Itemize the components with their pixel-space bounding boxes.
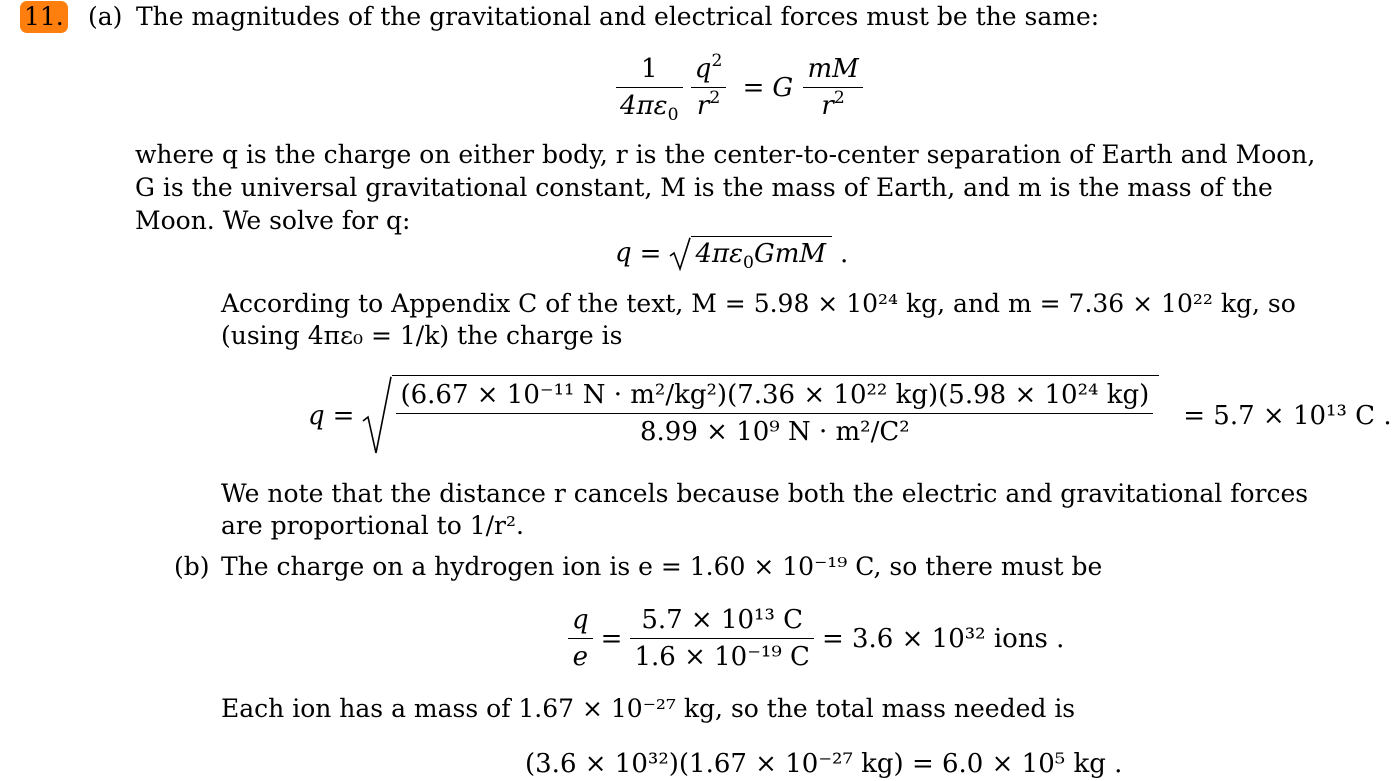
equation-charge-numeric: q = $\frac{\text{(6.67 × 10⁻¹¹ N · m²/kg²)(7.36 × 10²² kg)(5.98 × 10²⁴ kg)}}{\text{8.99 × 10⁹ N · m²/C²}}$ = 5.7 × 10¹³ C . <box>308 375 1400 457</box>
coulomb-coefficient-fraction <box>616 54 683 126</box>
problem-number-badge: 11. <box>20 1 68 33</box>
square-root: $4\pi\varepsilon_0GmM$ <box>669 236 832 272</box>
mass-product-fraction: $\frac{mM}{r^2}$ <box>803 54 862 121</box>
part-b-intro: The charge on a hydrogen ion is e = 1.60 × 10⁻¹⁹ C, so there must be <box>221 552 1103 581</box>
q-over-r-fraction: $\frac{q^2}{r^2}$ <box>691 54 727 121</box>
fraction-numerator: 1 <box>616 54 683 88</box>
variable-definitions-paragraph: where q is the charge on either body, r is the center-to-center separation of Earth and Moon, G is the universal gravitational constant, M is the mass of Earth, and m is the mass of the Moon. We solve for q: <box>135 140 1316 235</box>
equation-force-balance <box>616 50 863 126</box>
equation-q-solution: q = $4\pi\varepsilon_0GmM$ . <box>615 238 849 274</box>
ion-count-result: = 3.6 × 10³² ions . <box>821 623 1065 654</box>
equation-ion-count: $\frac{q}{e}$ = $\frac{\text{5.7 × 10¹³ C}}{\text{1.6 × 10⁻¹⁹ C}}$ = 3.6 × 10³² ions . <box>568 605 1072 672</box>
equation-total-mass: (3.6 × 10³²)(1.67 × 10⁻²⁷ kg) = 6.0 × 10⁵ kg . <box>525 749 1123 779</box>
part-b-label: (b) <box>174 552 210 581</box>
charge-ratio-fraction: $\frac{\text{5.7 × 10¹³ C}}{\text{1.6 × 10⁻¹⁹ C}}$ <box>630 605 813 672</box>
equals-sign: = <box>742 72 765 103</box>
charge-result: = 5.7 × 10¹³ C . <box>1183 401 1392 431</box>
appendix-values-paragraph: According to Appendix C of the text, M = 5.98 × 10²⁴ kg, and m = 7.36 × 10²² kg, so (using 4πε₀ = 1/k) the charge is <box>221 289 1296 350</box>
fraction-denominator: $4\pi\varepsilon_0$ <box>620 91 679 126</box>
cancellation-note-paragraph: We note that the distance r cancels because both the electric and gravitational forces are proportional to 1/r². <box>221 479 1309 540</box>
part-a-label: (a) <box>88 2 123 31</box>
ion-mass-paragraph: Each ion has a mass of 1.67 × 10⁻²⁷ kg, so the total mass needed is <box>221 694 1076 723</box>
q-over-e-fraction: $\frac{q}{e}$ <box>568 605 593 672</box>
part-a-intro: The magnitudes of the gravitational and electrical forces must be the same: <box>136 2 1100 31</box>
gravitational-constant-symbol: G <box>772 72 794 103</box>
charge-fraction: $\frac{\text{(6.67 × 10⁻¹¹ N · m²/kg²)(7.36 × 10²² kg)(5.98 × 10²⁴ kg)}}{\text{8.99 × 10⁹ N · m²/C²}}$ <box>396 380 1153 447</box>
big-square-root <box>362 375 1159 457</box>
